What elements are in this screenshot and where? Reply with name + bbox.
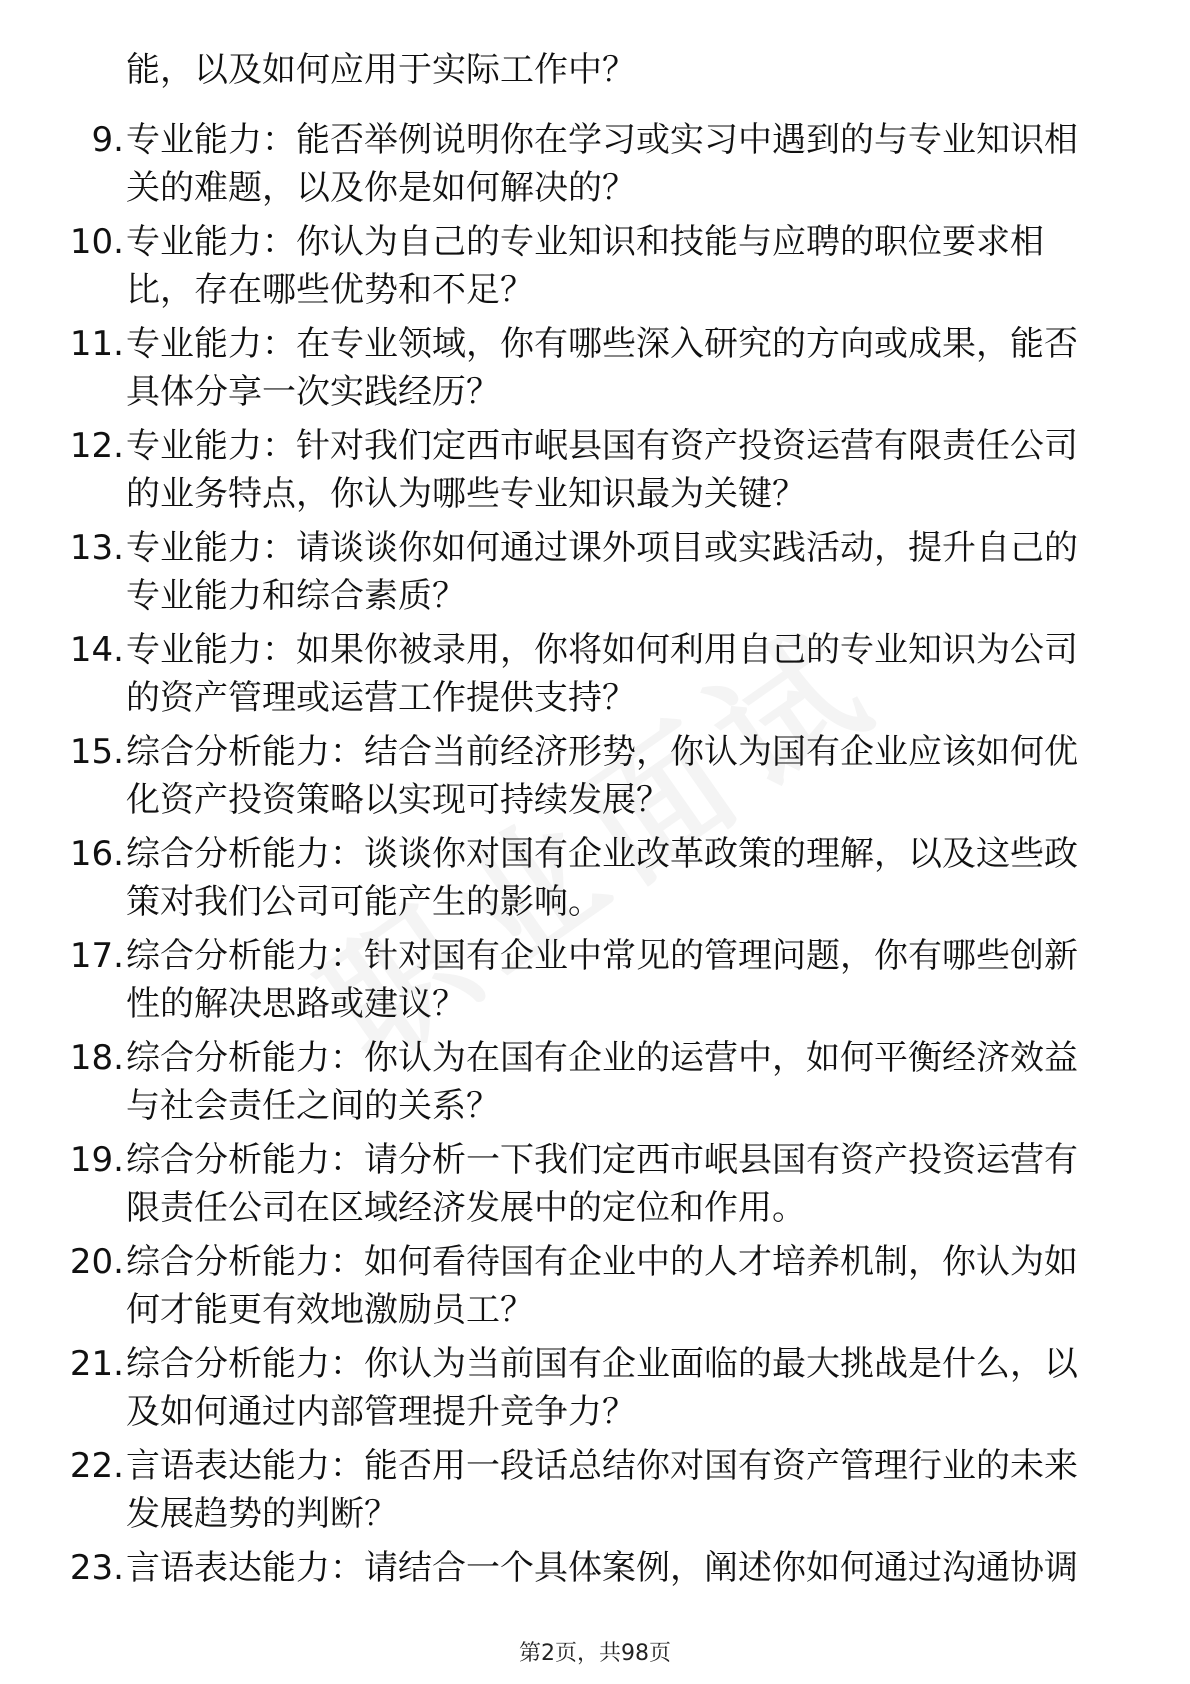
question-text-line: 限责任公司在区域经济发展中的定位和作用。 — [126, 1188, 806, 1228]
question-text — [126, 728, 1106, 824]
question-number: 18. — [69, 1038, 124, 1078]
question-text-line: 综合分析能力：谈谈你对国有企业改革政策的理解，以及这些政 — [126, 834, 1078, 874]
question-item — [0, 1530, 1190, 1632]
question-text — [126, 116, 1106, 212]
question-number: 13. — [69, 528, 124, 568]
question-text-line: 何才能更有效地激励员工？ — [126, 1290, 534, 1330]
question-number: 14. — [69, 630, 124, 670]
question-text — [126, 1136, 1106, 1232]
question-text-line: 综合分析能力：如何看待国有企业中的人才培养机制，你认为如 — [126, 1242, 1078, 1282]
question-text-line: 专业能力：请谈谈你如何通过课外项目或实践活动，提升自己的 — [126, 528, 1078, 568]
question-text — [126, 524, 1106, 620]
question-text-line: 专业能力：在专业领域，你有哪些深入研究的方向或成果，能否 — [126, 324, 1078, 364]
question-text-line: 专业能力：针对我们定西市岷县国有资产投资运营有限责任公司 — [126, 426, 1078, 466]
question-item — [0, 612, 1190, 718]
question-item — [0, 408, 1190, 514]
question-number: 16. — [69, 834, 124, 874]
question-item — [0, 1020, 1190, 1126]
question-text — [126, 1034, 1106, 1130]
question-text-line: 言语表达能力：请结合一个具体案例，阐述你如何通过沟通协调 — [126, 1548, 1078, 1588]
question-item — [0, 102, 1190, 208]
question-text-line: 策对我们公司可能产生的影响。 — [126, 882, 602, 922]
question-number: 20. — [69, 1242, 124, 1282]
question-text-line: 的业务特点，你认为哪些专业知识最为关键？ — [126, 474, 806, 514]
question-text — [126, 932, 1106, 1028]
question-text — [126, 320, 1106, 416]
question-text-line: 综合分析能力：你认为在国有企业的运营中，如何平衡经济效益 — [126, 1038, 1078, 1078]
question-item — [0, 306, 1190, 412]
question-item — [0, 1428, 1190, 1534]
question-text-line: 专业能力：你认为自己的专业知识和技能与应聘的职位要求相 — [126, 222, 1044, 262]
question-number: 11. — [69, 324, 124, 364]
question-text-line: 的资产管理或运营工作提供支持？ — [126, 678, 636, 718]
question-text-line: 具体分享一次实践经历？ — [126, 372, 500, 412]
page-footer: 第2页，共98页 — [519, 1641, 671, 1666]
question-item — [0, 1224, 1190, 1330]
question-item — [0, 714, 1190, 820]
question-text — [126, 1442, 1106, 1538]
question-text-line: 综合分析能力：针对国有企业中常见的管理问题，你有哪些创新 — [126, 936, 1078, 976]
question-number: 10. — [69, 222, 124, 262]
question-item — [0, 816, 1190, 922]
question-text-line: 性的解决思路或建议？ — [126, 984, 466, 1024]
question-number: 21. — [69, 1344, 124, 1384]
question-text — [126, 422, 1106, 518]
question-number: 23. — [69, 1548, 124, 1588]
question-text — [126, 1544, 1106, 1640]
question-text-line: 专业能力：如果你被录用，你将如何利用自己的专业知识为公司 — [126, 630, 1078, 670]
continued-question-text: 能，以及如何应用于实际工作中？ — [126, 50, 636, 90]
question-list — [0, 102, 1190, 1632]
question-number: 12. — [69, 426, 124, 466]
question-text — [126, 1340, 1106, 1436]
question-text — [126, 218, 1106, 314]
question-number: 17. — [69, 936, 124, 976]
question-text-line: 关的难题，以及你是如何解决的？ — [126, 168, 636, 208]
question-number: 9. — [91, 120, 124, 160]
question-text-line: 言语表达能力：能否用一段话总结你对国有资产管理行业的未来 — [126, 1446, 1078, 1486]
question-item — [0, 204, 1190, 310]
question-text — [126, 626, 1106, 722]
question-text — [126, 1238, 1106, 1334]
question-text-line: 化资产投资策略以实现可持续发展？ — [126, 780, 670, 820]
question-text — [126, 830, 1106, 926]
question-text-line: 综合分析能力：请分析一下我们定西市岷县国有资产投资运营有 — [126, 1140, 1078, 1180]
question-text-line: 综合分析能力：你认为当前国有企业面临的最大挑战是什么，以 — [126, 1344, 1078, 1384]
question-item — [0, 510, 1190, 616]
question-number: 19. — [69, 1140, 124, 1180]
question-number: 15. — [69, 732, 124, 772]
question-item — [0, 1326, 1190, 1432]
question-text-line: 专业能力和综合素质？ — [126, 576, 466, 616]
question-number: 22. — [69, 1446, 124, 1486]
question-text-line — [126, 1592, 1106, 1640]
question-item — [0, 918, 1190, 1024]
question-item — [0, 1122, 1190, 1228]
question-text-line: 发展趋势的判断？ — [126, 1494, 398, 1534]
question-text-line: 比，存在哪些优势和不足？ — [126, 270, 534, 310]
question-text-line: 与社会责任之间的关系？ — [126, 1086, 500, 1126]
question-text-line: 专业能力：能否举例说明你在学习或实习中遇到的与专业知识相 — [126, 120, 1078, 160]
question-text-line: 综合分析能力：结合当前经济形势，你认为国有企业应该如何优 — [126, 732, 1078, 772]
question-text-line: 及如何通过内部管理提升竞争力？ — [126, 1392, 636, 1432]
